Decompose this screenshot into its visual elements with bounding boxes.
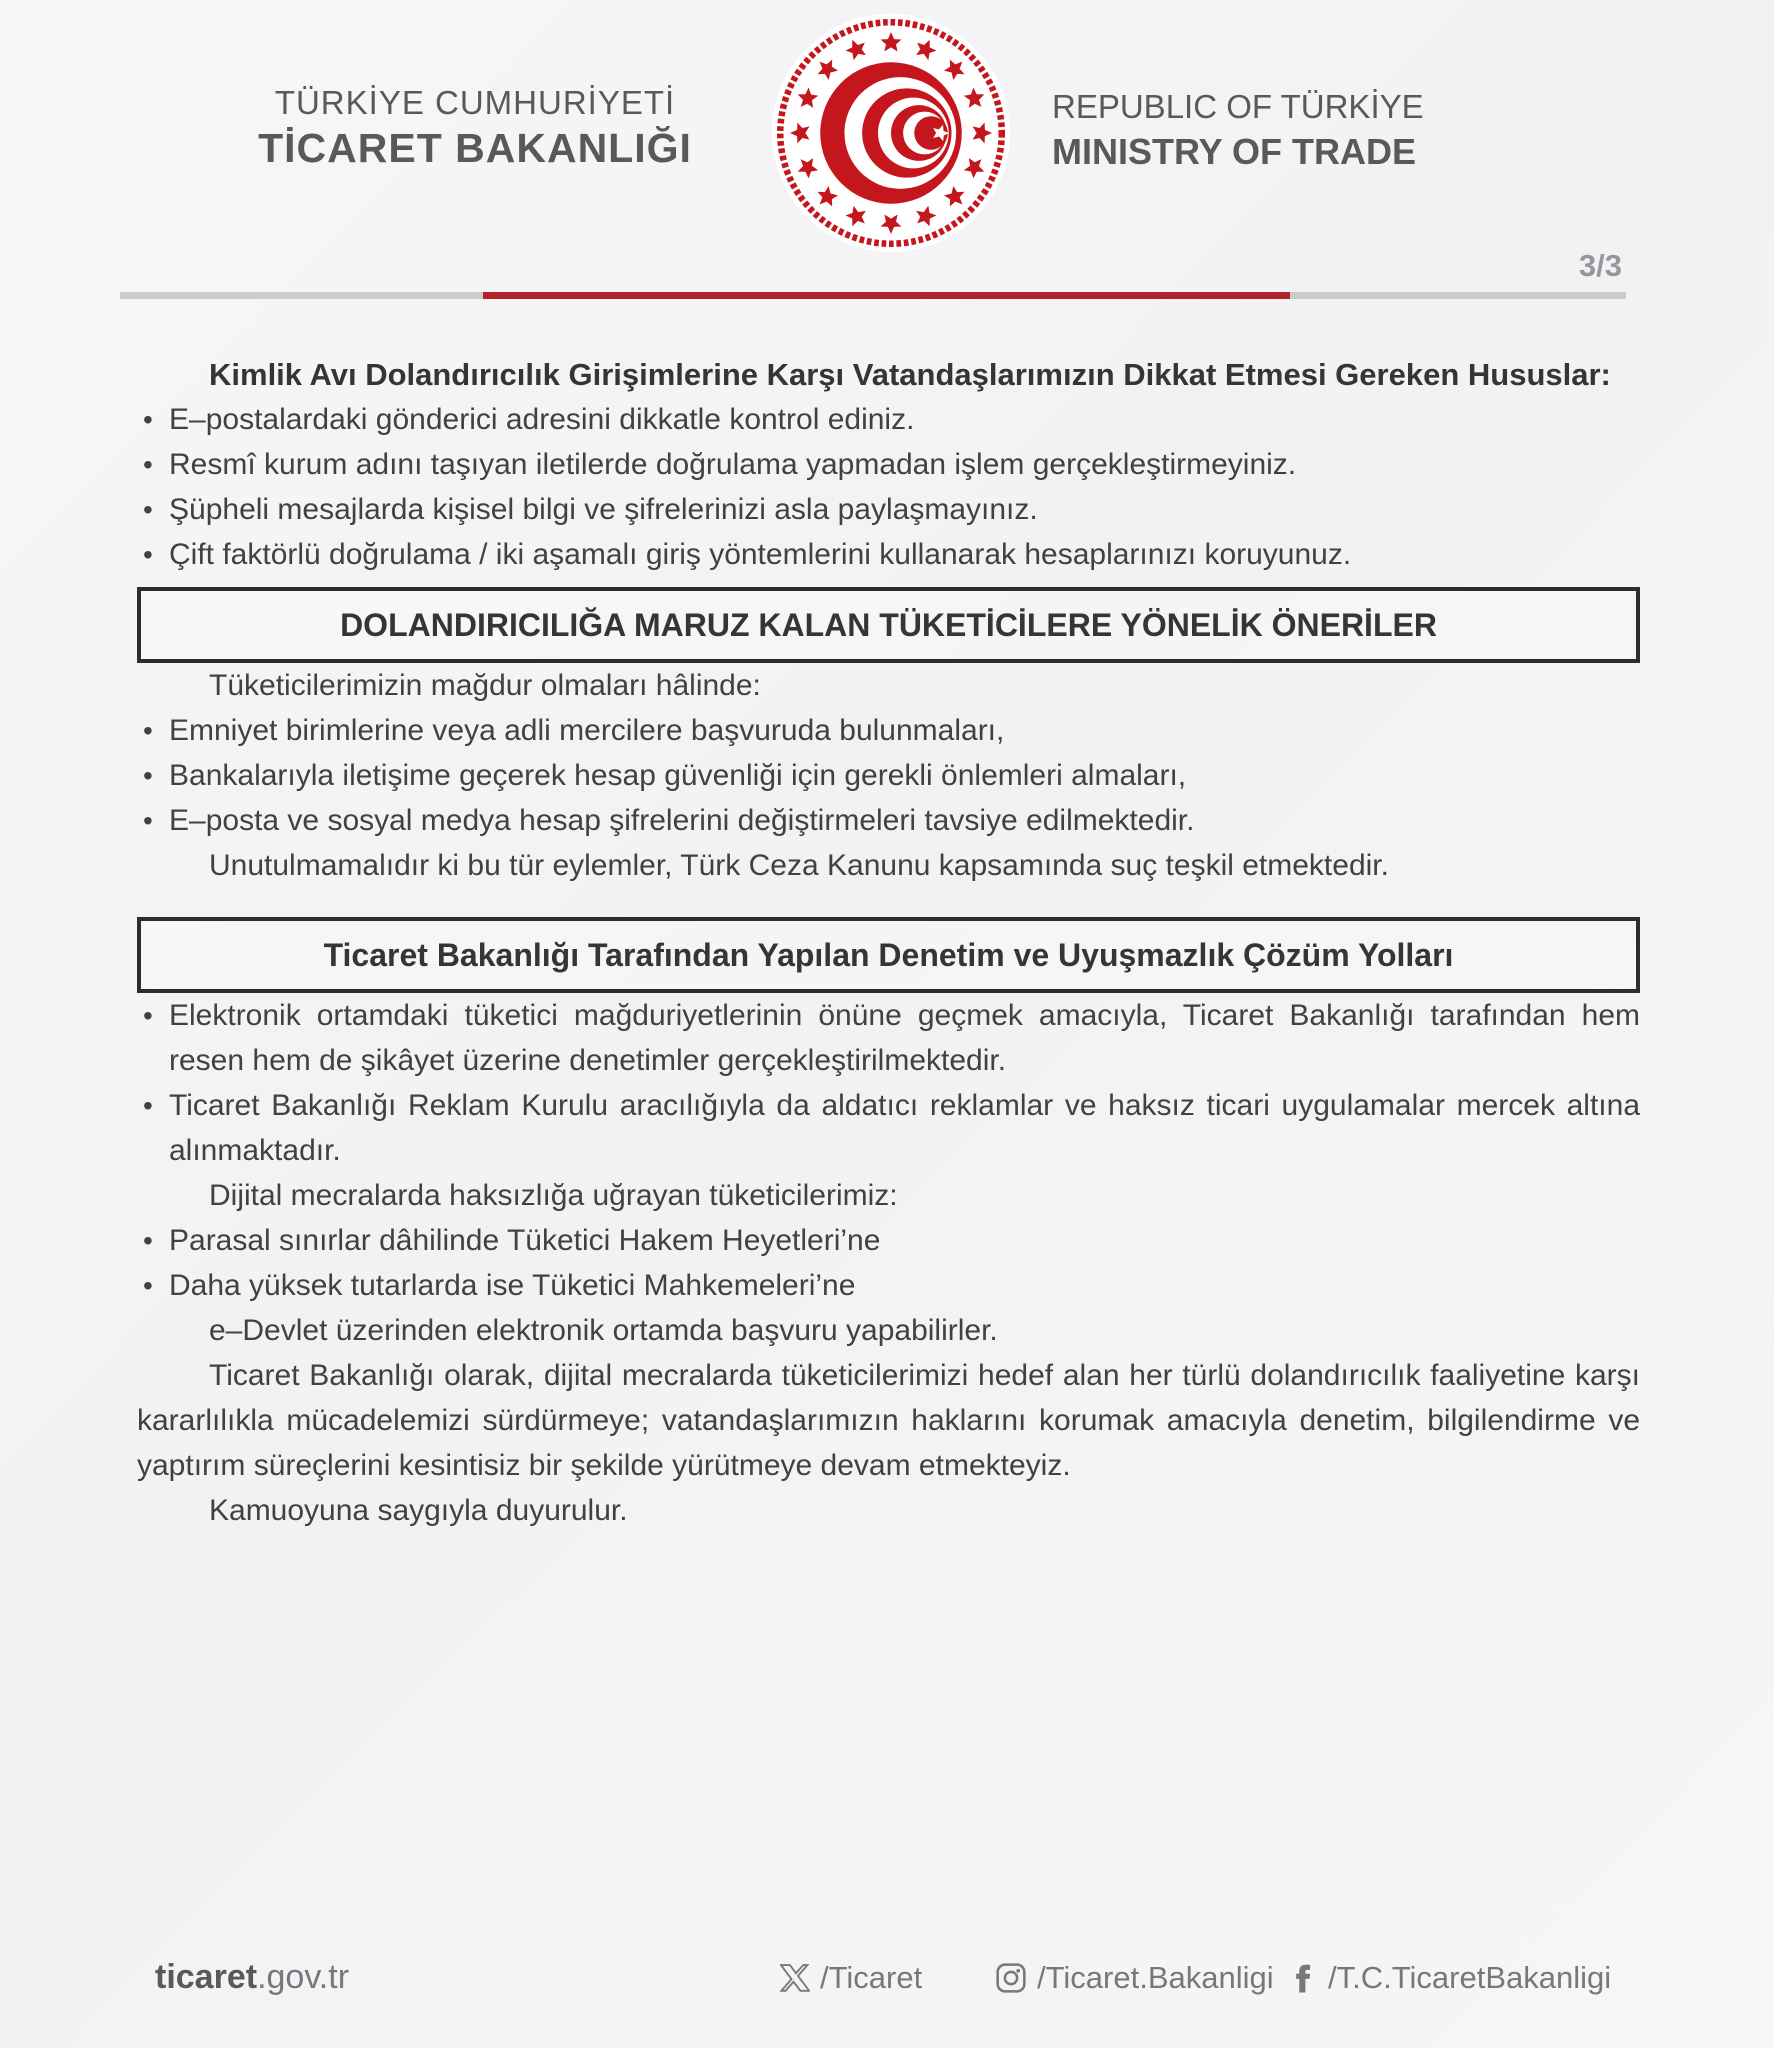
bullet-text: E–posta ve sosyal medya hesap şifrelerini değiştirmeleri tavsiye edilmektedir. (169, 804, 1195, 837)
boxed-title-victim-advice: DOLANDIRICILIĞA MARUZ KALAN TÜKETİCİLERE YÖNELİK ÖNERİLER (137, 587, 1640, 663)
bullet-text: Çift faktörlü doğrulama / iki aşamalı giriş yöntemlerini kullanarak hesaplarınızı koruyunuz. (169, 538, 1352, 571)
instagram-icon (995, 1962, 1027, 1994)
digital-intro: Dijital mecralarda haksızlığa uğrayan tüketicilerimiz: (209, 1179, 898, 1212)
instagram-link[interactable] (995, 1960, 1274, 1996)
criminal-code-note: Unutulmamalıdır ki bu tür eylemler, Türk Ceza Kanunu kapsamında suç teşkil etmektedir. (209, 849, 1389, 882)
list-item (137, 442, 1640, 487)
bullet-text: Daha yüksek tutarlarda ise Tüketici Mahkemeleri’ne (169, 1269, 856, 1302)
list-item (137, 532, 1640, 577)
org-name-turkish (240, 82, 710, 175)
phishing-bullet-list (137, 397, 1640, 577)
victims-bullet-list (137, 708, 1640, 843)
list-item (137, 397, 1640, 442)
twitter-handle: /Ticaret (820, 1960, 923, 1995)
org-tr-line2: TİCARET BAKANLIĞI (258, 125, 692, 172)
document-body (137, 340, 1640, 1533)
list-item (137, 1218, 1640, 1263)
bullet-text: Şüpheli mesajlarda kişisel bilgi ve şifrelerinizi asla paylaşmayınız. (169, 493, 1038, 526)
footer (0, 1938, 1774, 2048)
website-bold: ticaret (155, 1958, 258, 1996)
facebook-handle: /T.C.TicaretBakanligi (1328, 1960, 1612, 1995)
bullet-text: Emniyet birimlerine veya adli mercilere başvuruda bulunmaları, (169, 714, 1005, 747)
signoff: Kamuoyuna saygıyla duyurulur. (209, 1494, 628, 1527)
org-name-english (1052, 86, 1532, 176)
progress-bar-fill (483, 292, 1290, 299)
digital-bullet-list (137, 1218, 1640, 1308)
list-item (137, 798, 1640, 843)
victims-intro: Tüketicilerimizin mağdur olmaları hâlinde: (209, 669, 761, 702)
website-link[interactable] (155, 1958, 349, 1997)
edevlet-note: e–Devlet üzerinden elektronik ortamda başvuru yapabilirler. (209, 1314, 998, 1347)
bullet-text: Ticaret Bakanlığı Reklam Kurulu aracılığıyla da aldatıcı reklamlar ve haksız ticari uygulamalar mercek altına alınmaktadır. (169, 1089, 1640, 1167)
progress-bar (120, 292, 1626, 299)
list-item (137, 708, 1640, 753)
ministry-bullet-list (137, 993, 1640, 1173)
bullet-text: Resmî kurum adını taşıyan iletilerde doğrulama yapmadan işlem gerçekleştirmeyiniz. (169, 448, 1297, 481)
facebook-link[interactable] (1288, 1960, 1611, 1996)
phishing-heading: Kimlik Avı Dolandırıcılık Girişimlerine Karşı Vatandaşlarımızın Dikkat Etmesi Gereken Hususlar: (209, 357, 1611, 392)
x-icon (780, 1963, 810, 1993)
ministry-emblem-icon (770, 12, 1012, 254)
list-item (137, 993, 1640, 1083)
list-item (137, 487, 1640, 532)
boxed-title-ministry-actions: Ticaret Bakanlığı Tarafından Yapılan Denetim ve Uyuşmazlık Çözüm Yolları (137, 917, 1640, 993)
list-item (137, 1083, 1640, 1173)
org-en-line1: REPUBLIC OF TÜRKİYE (1052, 88, 1424, 125)
facebook-icon (1288, 1963, 1318, 1993)
bullet-text: Parasal sınırlar dâhilinde Tüketici Hakem Heyetleri’ne (169, 1224, 881, 1257)
list-item (137, 753, 1640, 798)
list-item (137, 1263, 1640, 1308)
header (0, 0, 1774, 270)
instagram-handle: /Ticaret.Bakanligi (1037, 1960, 1274, 1995)
page-indicator: 3/3 (1578, 248, 1622, 283)
twitter-link[interactable] (780, 1960, 922, 1996)
org-tr-line1: TÜRKİYE CUMHURİYETİ (274, 84, 676, 121)
bullet-text: Bankalarıyla iletişime geçerek hesap güvenliği için gerekli önlemleri almaları, (169, 759, 1187, 792)
closing-paragraph: Ticaret Bakanlığı olarak, dijital mecralarda tüketicilerimizi hedef alan her türlü dolandırıcılık faaliyetine karşı kararlılıkla mücadelemizi sürdürmeye; vatandaşlarımızın haklarını korumak amacıyla denetim, bilgilendirme ve yaptırım süreçlerini kesintisiz bir şekilde yürütmeye devam etmekteyiz. (137, 1359, 1640, 1482)
ministry-of-trade-logo (770, 12, 1012, 259)
website-rest: .gov.tr (257, 1958, 350, 1996)
bullet-text: Elektronik ortamdaki tüketici mağduriyetlerinin önüne geçmek amacıyla, Ticaret Bakanlığı tarafından hem resen hem de şikâyet üzerine denetimler gerçekleştirilmektedir. (169, 999, 1640, 1077)
org-en-line2: MINISTRY OF TRADE (1052, 130, 1417, 172)
bullet-text: E–postalardaki gönderici adresini dikkatle kontrol ediniz. (169, 403, 915, 436)
